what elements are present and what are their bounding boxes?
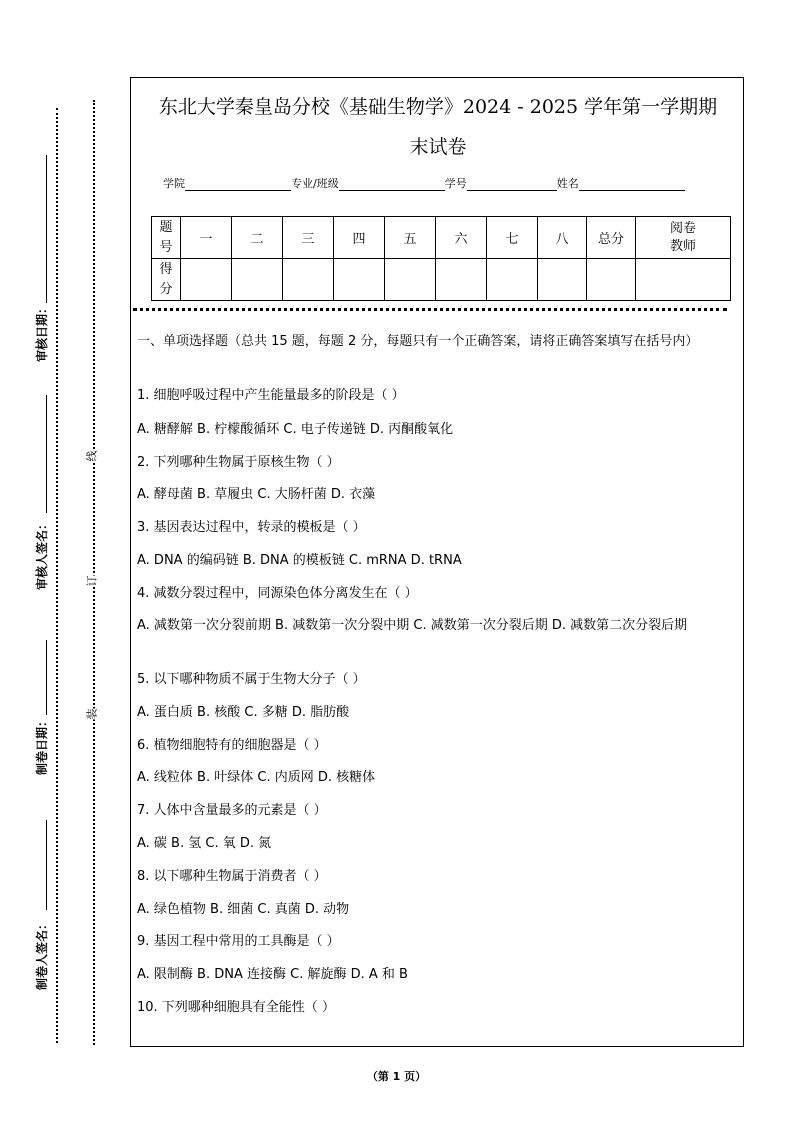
question-2: 2. 下列哪种生物属于原核生物（ ） bbox=[137, 455, 340, 470]
maker-sign-line bbox=[46, 820, 47, 910]
options-7: A. 碳 B. 氢 C. 氧 D. 氮 bbox=[137, 836, 272, 851]
binding-dotted-line-outer bbox=[56, 108, 58, 1043]
student-info-row bbox=[163, 175, 685, 191]
student-id-label: 学号 bbox=[444, 177, 467, 190]
header-separator bbox=[133, 308, 727, 311]
student-id-field[interactable] bbox=[467, 178, 557, 191]
major-class-field[interactable] bbox=[339, 178, 445, 191]
exam-title-line1: 东北大学秦皇岛分校《基础生物学》2024 - 2025 学年第一学期期 bbox=[158, 96, 718, 118]
score-col-total: 总分 bbox=[587, 217, 636, 259]
exam-frame bbox=[130, 77, 744, 1047]
review-date-label: 审核日期： bbox=[35, 301, 49, 362]
page-footer: （第 1 页） bbox=[366, 1070, 427, 1083]
binding-label-xian: 线 bbox=[85, 450, 99, 462]
options-9: A. 限制酶 B. DNA 连接酶 C. 解旋酶 D. A 和 B bbox=[137, 967, 408, 982]
score-col-grader: 阅卷 教师 bbox=[636, 217, 731, 259]
college-field[interactable] bbox=[185, 178, 291, 191]
make-date-label: 制卷日期： bbox=[35, 714, 49, 775]
question-1: 1. 细胞呼吸过程中产生能量最多的阶段是（ ） bbox=[137, 388, 405, 403]
question-4: 4. 减数分裂过程中，同源染色体分离发生在（ ） bbox=[137, 586, 418, 601]
options-5: A. 蛋白质 B. 核酸 C. 多糖 D. 脂肪酸 bbox=[137, 705, 350, 720]
exam-title-line2: 末试卷 bbox=[409, 136, 467, 158]
options-2: A. 酵母菌 B. 草履虫 C. 大肠杆菌 D. 衣藻 bbox=[137, 487, 376, 502]
question-8: 8. 以下哪种生物属于消费者（ ） bbox=[137, 869, 327, 884]
options-4: A. 减数第一次分裂前期 B. 减数第一次分裂中期 C. 减数第一次分裂后期 D. 减数第二次分裂后期 bbox=[137, 618, 688, 633]
major-class-label: 专业/班级 bbox=[291, 177, 339, 190]
score-row2-header: 得 分 bbox=[152, 259, 181, 301]
score-cell[interactable] bbox=[385, 259, 436, 301]
score-col-7: 七 bbox=[487, 217, 538, 259]
question-5: 5. 以下哪种物质不属于生物大分子（ ） bbox=[137, 672, 366, 687]
options-8: A. 绿色植物 B. 细菌 C. 真菌 D. 动物 bbox=[137, 902, 350, 917]
score-cell[interactable] bbox=[436, 259, 487, 301]
binding-label-zhuang: 装 bbox=[85, 708, 99, 720]
binding-dotted-line-inner bbox=[93, 100, 95, 1045]
name-label: 姓名 bbox=[556, 177, 579, 190]
name-field[interactable] bbox=[579, 178, 685, 191]
question-6: 6. 植物细胞特有的细胞器是（ ） bbox=[137, 738, 327, 753]
score-cell[interactable] bbox=[232, 259, 283, 301]
score-cell[interactable] bbox=[283, 259, 334, 301]
score-col-1: 一 bbox=[181, 217, 232, 259]
score-col-6: 六 bbox=[436, 217, 487, 259]
score-col-2: 二 bbox=[232, 217, 283, 259]
reviewer-sign-line bbox=[46, 395, 47, 513]
score-cell[interactable] bbox=[181, 259, 232, 301]
options-1: A. 糖酵解 B. 柠檬酸循环 C. 电子传递链 D. 丙酮酸氧化 bbox=[137, 422, 454, 437]
options-6: A. 线粒体 B. 叶绿体 C. 内质网 D. 核糖体 bbox=[137, 770, 376, 785]
score-col-4: 四 bbox=[334, 217, 385, 259]
score-cell[interactable] bbox=[636, 259, 731, 301]
score-table bbox=[151, 216, 731, 301]
college-label: 学院 bbox=[163, 177, 185, 190]
score-cell[interactable] bbox=[587, 259, 636, 301]
score-row-header: 题 号 bbox=[152, 217, 181, 259]
review-date-line bbox=[46, 155, 47, 303]
section1-heading: 一、单项选择题（总共 15 题，每题 2 分，每题只有一个正确答案，请将正确答案填写在括号内） bbox=[137, 334, 699, 349]
question-3: 3. 基因表达过程中，转录的模板是（ ） bbox=[137, 520, 366, 535]
question-7: 7. 人体中含量最多的元素是（ ） bbox=[137, 803, 327, 818]
maker-sign-label: 制卷人签名： bbox=[35, 917, 49, 990]
score-col-5: 五 bbox=[385, 217, 436, 259]
options-3: A. DNA 的编码链 B. DNA 的模板链 C. mRNA D. tRNA bbox=[137, 553, 462, 568]
score-cell[interactable] bbox=[487, 259, 538, 301]
score-col-3: 三 bbox=[283, 217, 334, 259]
question-10: 10. 下列哪种细胞具有全能性（ ） bbox=[137, 1000, 335, 1015]
score-cell[interactable] bbox=[538, 259, 587, 301]
make-date-line bbox=[46, 640, 47, 715]
score-col-8: 八 bbox=[538, 217, 587, 259]
reviewer-sign-label: 审核人签名： bbox=[35, 517, 49, 590]
binding-label-ding: 订 bbox=[85, 575, 99, 587]
score-cell[interactable] bbox=[334, 259, 385, 301]
question-9: 9. 基因工程中常用的工具酶是（ ） bbox=[137, 934, 340, 949]
